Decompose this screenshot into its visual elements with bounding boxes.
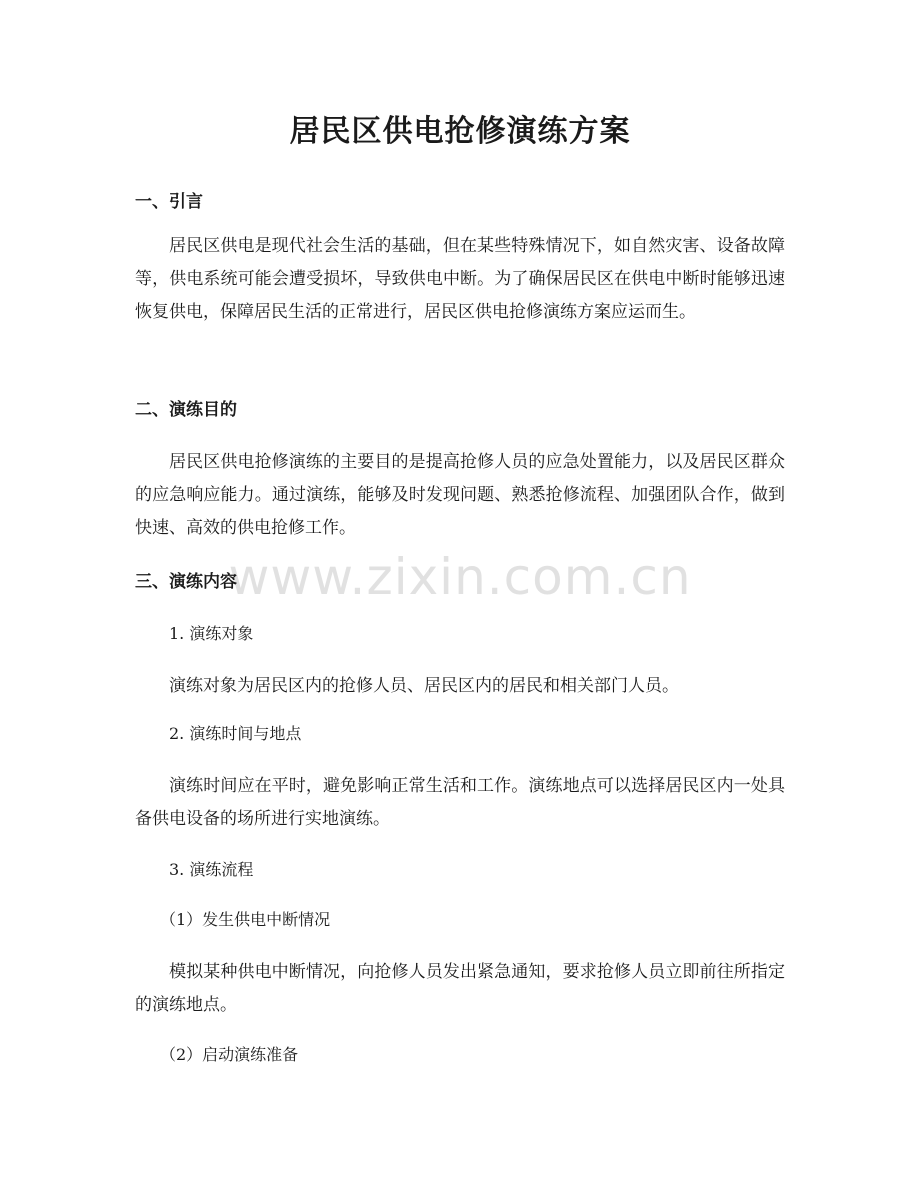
section-heading-introduction: 一、引言 <box>135 192 203 212</box>
drill-time-place-paragraph: 演练时间应在平时，避免影响正常生活和工作。演练地点可以选择居民区内一处具备供电设备的场所进行实地演练。 <box>135 776 785 829</box>
document-title: 居民区供电抢修演练方案 <box>289 114 631 149</box>
power-outage-paragraph: 模拟某种供电中断情况，向抢修人员发出紧急通知，要求抢修人员立即前往所指定的演练地点。 <box>135 962 785 1015</box>
step-heading-power-outage: （1）发生供电中断情况 <box>160 910 331 929</box>
step-heading-drill-preparation: （2）启动演练准备 <box>160 1045 299 1064</box>
subheading-drill-process: 3. 演练流程 <box>169 860 254 879</box>
section-heading-purpose: 二、演练目的 <box>135 400 237 420</box>
purpose-paragraph: 居民区供电抢修演练的主要目的是提高抢修人员的应急处置能力，以及居民区群众的应急响应能力。通过演练，能够及时发现问题、熟悉抢修流程、加强团队合作，做到快速、高效的供电抢修工作。 <box>135 452 785 538</box>
subheading-drill-targets: 1. 演练对象 <box>169 624 254 643</box>
drill-targets-paragraph: 演练对象为居民区内的抢修人员、居民区内的居民和相关部门人员。 <box>169 676 679 696</box>
section-heading-content: 三、演练内容 <box>135 572 237 592</box>
subheading-drill-time-place: 2. 演练时间与地点 <box>169 724 302 743</box>
site-watermark: www.zixin.com.cn <box>228 548 692 606</box>
introduction-paragraph: 居民区供电是现代社会生活的基础，但在某些特殊情况下，如自然灾害、设备故障等，供电系统可能会遭受损坏，导致供电中断。为了确保居民区在供电中断时能够迅速恢复供电，保障居民生活的正常进行，居民区供电抢修演练方案应运而生。 <box>135 236 785 322</box>
